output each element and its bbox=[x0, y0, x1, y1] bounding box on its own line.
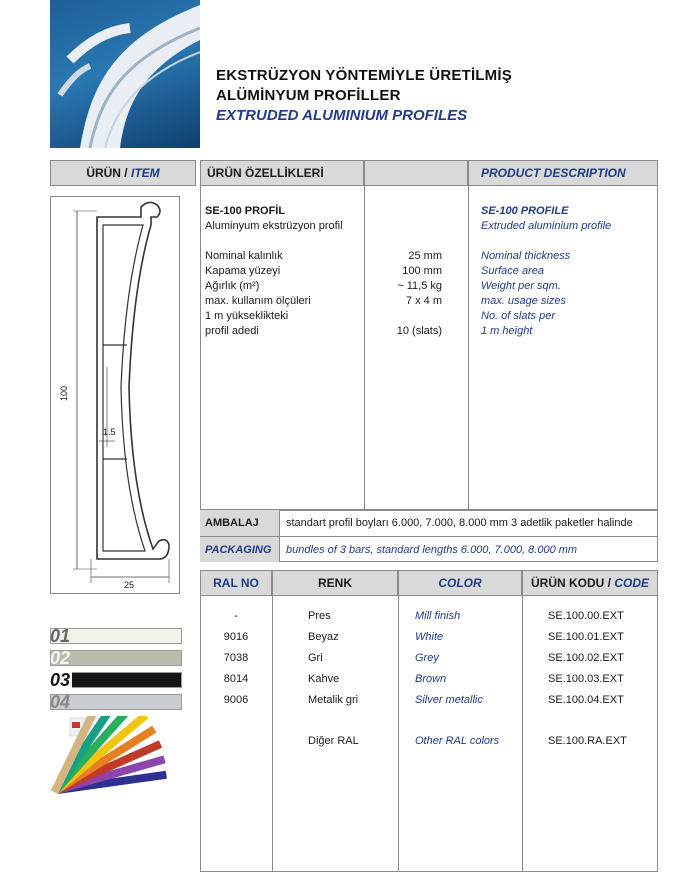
spec-en-2: Weight per sqm. bbox=[481, 280, 561, 292]
spec-tr-5: profil adedi bbox=[205, 325, 259, 337]
swatch-01-num: 01 bbox=[50, 626, 71, 646]
product-sub-tr: Aluminyum ekstrüzyon profil bbox=[205, 220, 343, 232]
ral-row-1-ral: 9016 bbox=[223, 631, 249, 643]
ral-row-0-renk: Pres bbox=[308, 610, 331, 622]
spec-tr-2: Ağırlık (m²) bbox=[205, 280, 260, 292]
title-tr-line2: ALÜMİNYUM PROFİLLER bbox=[216, 87, 401, 104]
ral-divider-3 bbox=[522, 596, 523, 872]
spec-en-1: Surface area bbox=[481, 265, 544, 277]
ral-other-code: SE.100.RA.EXT bbox=[548, 735, 627, 747]
packaging-text-tr-text: standart profil boyları 6.000, 7.000, 8.000 mm 3 adetlik paketler halinde bbox=[286, 517, 633, 529]
spec-value-3: 7 x 4 m bbox=[405, 295, 442, 307]
ral-header-ral bbox=[200, 570, 272, 596]
height-dimension-label: 100 bbox=[59, 385, 69, 401]
swatch-04-num: 04 bbox=[50, 692, 71, 712]
spec-value-column bbox=[364, 204, 442, 339]
ral-other-renk: Diğer RAL bbox=[308, 735, 359, 747]
ral-header-color-text: COLOR bbox=[438, 576, 482, 590]
packaging-label-en-text: PACKAGING bbox=[205, 543, 272, 556]
profile-drawing-box bbox=[50, 196, 180, 594]
ral-divider-1 bbox=[272, 596, 273, 872]
col-header-item bbox=[50, 160, 196, 186]
product-sub-en: Extruded aluminium profile bbox=[481, 220, 612, 232]
col-header-features bbox=[200, 160, 364, 186]
ral-row-4-ral: 9006 bbox=[223, 694, 249, 706]
ral-header-renk-text: RENK bbox=[317, 576, 352, 590]
col-item-tr: ÜRÜN / bbox=[86, 166, 128, 180]
ral-row-0-code: SE.100.00.EXT bbox=[548, 610, 624, 622]
ral-row-3-ral: 8014 bbox=[223, 673, 249, 685]
ral-header-code-tr: ÜRÜN KODU / bbox=[530, 576, 611, 590]
product-name-en: SE-100 PROFILE bbox=[481, 205, 569, 217]
ral-row-0-color: Mill finish bbox=[415, 610, 461, 622]
thickness-dimension-label: 1.5 bbox=[103, 427, 116, 437]
ral-row-1-color: White bbox=[415, 631, 444, 643]
swatch-02-num: 02 bbox=[50, 648, 71, 668]
ral-other-color: Other RAL colors bbox=[415, 735, 500, 747]
packaging-text-en bbox=[286, 537, 577, 562]
col-item-en: ITEM bbox=[131, 166, 160, 180]
ral-row-3-color: Brown bbox=[415, 673, 447, 685]
ral-row-1-code: SE.100.01.EXT bbox=[548, 631, 624, 643]
product-name-tr: SE-100 PROFİL bbox=[205, 205, 286, 217]
ral-header-renk bbox=[272, 570, 398, 596]
spec-en-4: No. of slats per bbox=[481, 310, 555, 322]
spec-tr-3: max. kullanım ölçüleri bbox=[205, 295, 311, 307]
spec-value-0: 25 mm bbox=[408, 250, 442, 262]
ral-row-0-ral: - bbox=[234, 610, 238, 622]
spec-value-1: 100 mm bbox=[402, 265, 442, 277]
packaging-text-tr bbox=[286, 510, 633, 536]
profile-cross-section bbox=[51, 197, 181, 595]
spec-tr-0: Nominal kalınlık bbox=[205, 250, 283, 262]
spec-en-column bbox=[481, 204, 611, 339]
page-titles bbox=[216, 66, 512, 126]
ral-row-2-renk: Gri bbox=[308, 652, 323, 664]
packaging-label-en bbox=[200, 537, 280, 562]
packaging-label-tr bbox=[200, 510, 280, 536]
spec-en-3: max. usage sizes bbox=[481, 295, 566, 307]
spec-value-5: 10 (slats) bbox=[396, 325, 442, 337]
col-features-tr: ÜRÜN ÖZELLİKLERİ bbox=[207, 166, 324, 180]
ral-header-color bbox=[398, 570, 522, 596]
ral-divider-2 bbox=[398, 596, 399, 872]
ral-color-fan-image bbox=[50, 716, 185, 796]
ral-row-4-color: Silver metallic bbox=[415, 694, 483, 706]
spec-tr-1: Kapama yüzeyi bbox=[205, 265, 281, 277]
col-header-description bbox=[468, 160, 658, 186]
title-en: EXTRUDED ALUMINIUM PROFILES bbox=[216, 107, 468, 124]
col-description-en: PRODUCT DESCRIPTION bbox=[481, 166, 626, 180]
ral-row-4-code: SE.100.04.EXT bbox=[548, 694, 624, 706]
ral-row-2-code: SE.100.02.EXT bbox=[548, 652, 624, 664]
spec-en-0: Nominal thickness bbox=[481, 250, 571, 262]
spec-value-2: ~ 11,5 kg bbox=[397, 280, 442, 292]
ral-row-2-ral: 7038 bbox=[223, 652, 249, 664]
spec-divider-2 bbox=[468, 186, 469, 510]
col-header-blank bbox=[364, 160, 468, 186]
swatch-03-num: 03 bbox=[50, 670, 71, 690]
ral-row-4-renk: Metalik gri bbox=[308, 694, 359, 706]
ral-row-2-color: Grey bbox=[415, 652, 439, 664]
spec-en-5: 1 m height bbox=[481, 325, 533, 337]
packaging-text-en-text: bundles of 3 bars, standard lengths 6.000, 7.000, 8.000 mm bbox=[286, 543, 578, 556]
ral-header-code bbox=[522, 570, 658, 596]
ral-header-code-en: CODE bbox=[614, 576, 649, 590]
spec-tr-4: 1 m yükseklikteki bbox=[205, 310, 289, 322]
width-dimension-label: 25 bbox=[124, 580, 135, 590]
spec-value-4 bbox=[364, 309, 442, 324]
profile-photo bbox=[50, 0, 200, 148]
title-tr-line1: EKSTRÜZYON YÖNTEMİYLE ÜRETİLMİŞ bbox=[216, 67, 512, 84]
packaging-label-tr-text: AMBALAJ bbox=[205, 517, 259, 529]
ral-row-1-renk: Beyaz bbox=[308, 631, 339, 643]
ral-header-ral-text: RAL NO bbox=[213, 576, 259, 590]
ral-row-3-renk: Kahve bbox=[308, 673, 340, 685]
ral-row-3-code: SE.100.03.EXT bbox=[548, 673, 624, 685]
spec-tr-column bbox=[205, 204, 343, 339]
